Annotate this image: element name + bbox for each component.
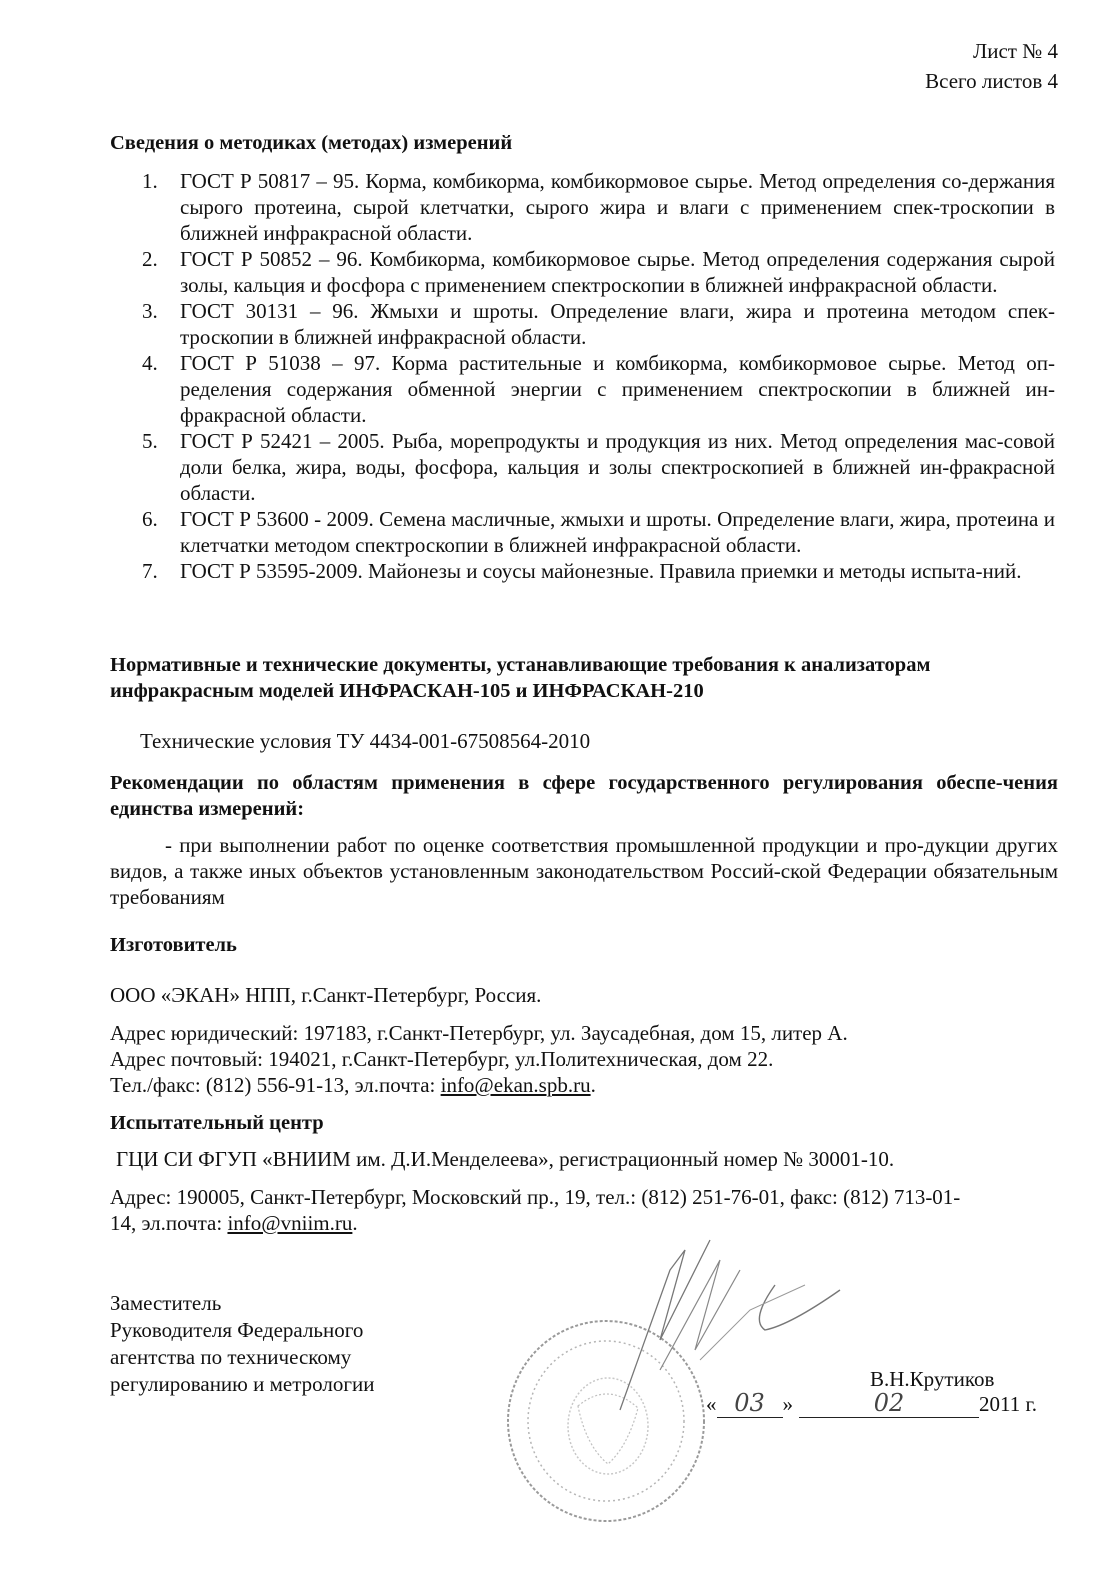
sheet-number: Лист № 4: [972, 39, 1058, 63]
method-item: 4. ГОСТ Р 51038 – 97. Корма растительные и комбикорма, комбикормовое сырье. Метод оп-ределения содержания обменной энергии с применением спектроскопии в ближней ин-фракрасной области.: [142, 351, 1055, 427]
manufacturer-postal-address: Адрес почтовый: 194021, г.Санкт-Петербург, ул.Политехническая, дом 22.: [110, 1047, 774, 1071]
test-center-address: Адрес: 190005, Санкт-Петербург, Московский пр., 19, тел.: (812) 251-76-01, факс: (812) 713-01- 14, эл.почта: info@vniim.ru.: [110, 1185, 961, 1235]
test-center-name: ГЦИ СИ ФГУП «ВНИИМ им. Д.И.Менделеева», регистрационный номер № 30001-10.: [116, 1147, 895, 1171]
date-year: 2011 г.: [979, 1392, 1037, 1416]
method-item: 7. ГОСТ Р 53595-2009. Майонезы и соусы майонезные. Правила приемки и методы испыта-ний.: [142, 559, 1022, 583]
recommendations-title: Рекомендации по областям применения в сфере государственного регулирования обеспе-чения единства измерений:: [110, 772, 1058, 820]
manufacturer-title: Изготовитель: [110, 934, 237, 956]
signer-name: В.Н.Крутиков: [870, 1367, 995, 1391]
manufacturer-contacts: Тел./факс: (812) 556-91-13, эл.почта: info@ekan.spb.ru.: [110, 1073, 596, 1097]
recommendations-text: - при выполнении работ по оценке соответствия промышленной продукции и про-дукции других видов, а также иных объектов установленным законодательством Россий-ской Федерации обязательным требованиям: [110, 833, 1058, 909]
method-item: 3. ГОСТ 30131 – 96. Жмыхи и шроты. Определение влаги, жира и протеина методом спек-троскопии в ближней инфракрасной области.: [142, 299, 1055, 349]
date-day: 03: [734, 1389, 765, 1417]
manufacturer-legal-address: Адрес юридический: 197183, г.Санкт-Петербург, ул. Заусадебная, дом 15, литер А.: [110, 1021, 848, 1045]
test-center-email-link[interactable]: info@vniim.ru: [227, 1211, 353, 1235]
manufacturer-name: ООО «ЭКАН» НПП, г.Санкт-Петербург, Россия.: [110, 983, 542, 1007]
method-item: 6. ГОСТ Р 53600 - 2009. Семена масличные, жмыхи и шроты. Определение влаги, жира, протеина и клетчатки методом спектроскопии в ближней инфракрасной области.: [142, 507, 1055, 557]
manufacturer-email-link[interactable]: info@ekan.spb.ru: [440, 1073, 591, 1097]
signature-date: « 03 » 02 2011 г.: [706, 1389, 1037, 1417]
sheet-info: [925, 36, 1058, 96]
date-month: 02: [873, 1389, 905, 1417]
signer-position: Заместитель Руководителя Федерального агентства по техническому регулированию и метрологии: [110, 1291, 375, 1396]
tech-conditions: Технические условия ТУ 4434-001-67508564-2010: [140, 729, 591, 753]
test-center-title: Испытательный центр: [110, 1112, 324, 1134]
total-sheets: Всего листов 4: [925, 69, 1058, 93]
method-item: 2. ГОСТ Р 50852 – 96. Комбикорма, комбикормовое сырье. Метод определения содержания сырой золы, кальция и фосфора с применением спектроскопии в ближней инфракрасной области.: [142, 247, 1055, 297]
method-item: 5. ГОСТ Р 52421 – 2005. Рыба, морепродукты и продукция из них. Метод определения мас-совой доли белка, жира, воды, фосфора, кальция и золы спектроскопией в ближней ин-фракрасной области.: [142, 429, 1055, 505]
method-item: 1. ГОСТ Р 50817 – 95. Корма, комбикорма, комбикормовое сырье. Метод определения со-держания сырого протеина, сырой клетчатки, сырого жира и влаги с применением спек-троскопии в ближней инфракрасной области.: [142, 169, 1055, 245]
methods-title: Сведения о методиках (методах) измерений: [110, 132, 513, 154]
normative-title: Нормативные и технические документы, устанавливающие требования к анализаторам инфракрасным моделей ИНФРАСКАН-105 и ИНФРАСКАН-210: [110, 654, 931, 702]
methods-list: [110, 168, 1055, 584]
